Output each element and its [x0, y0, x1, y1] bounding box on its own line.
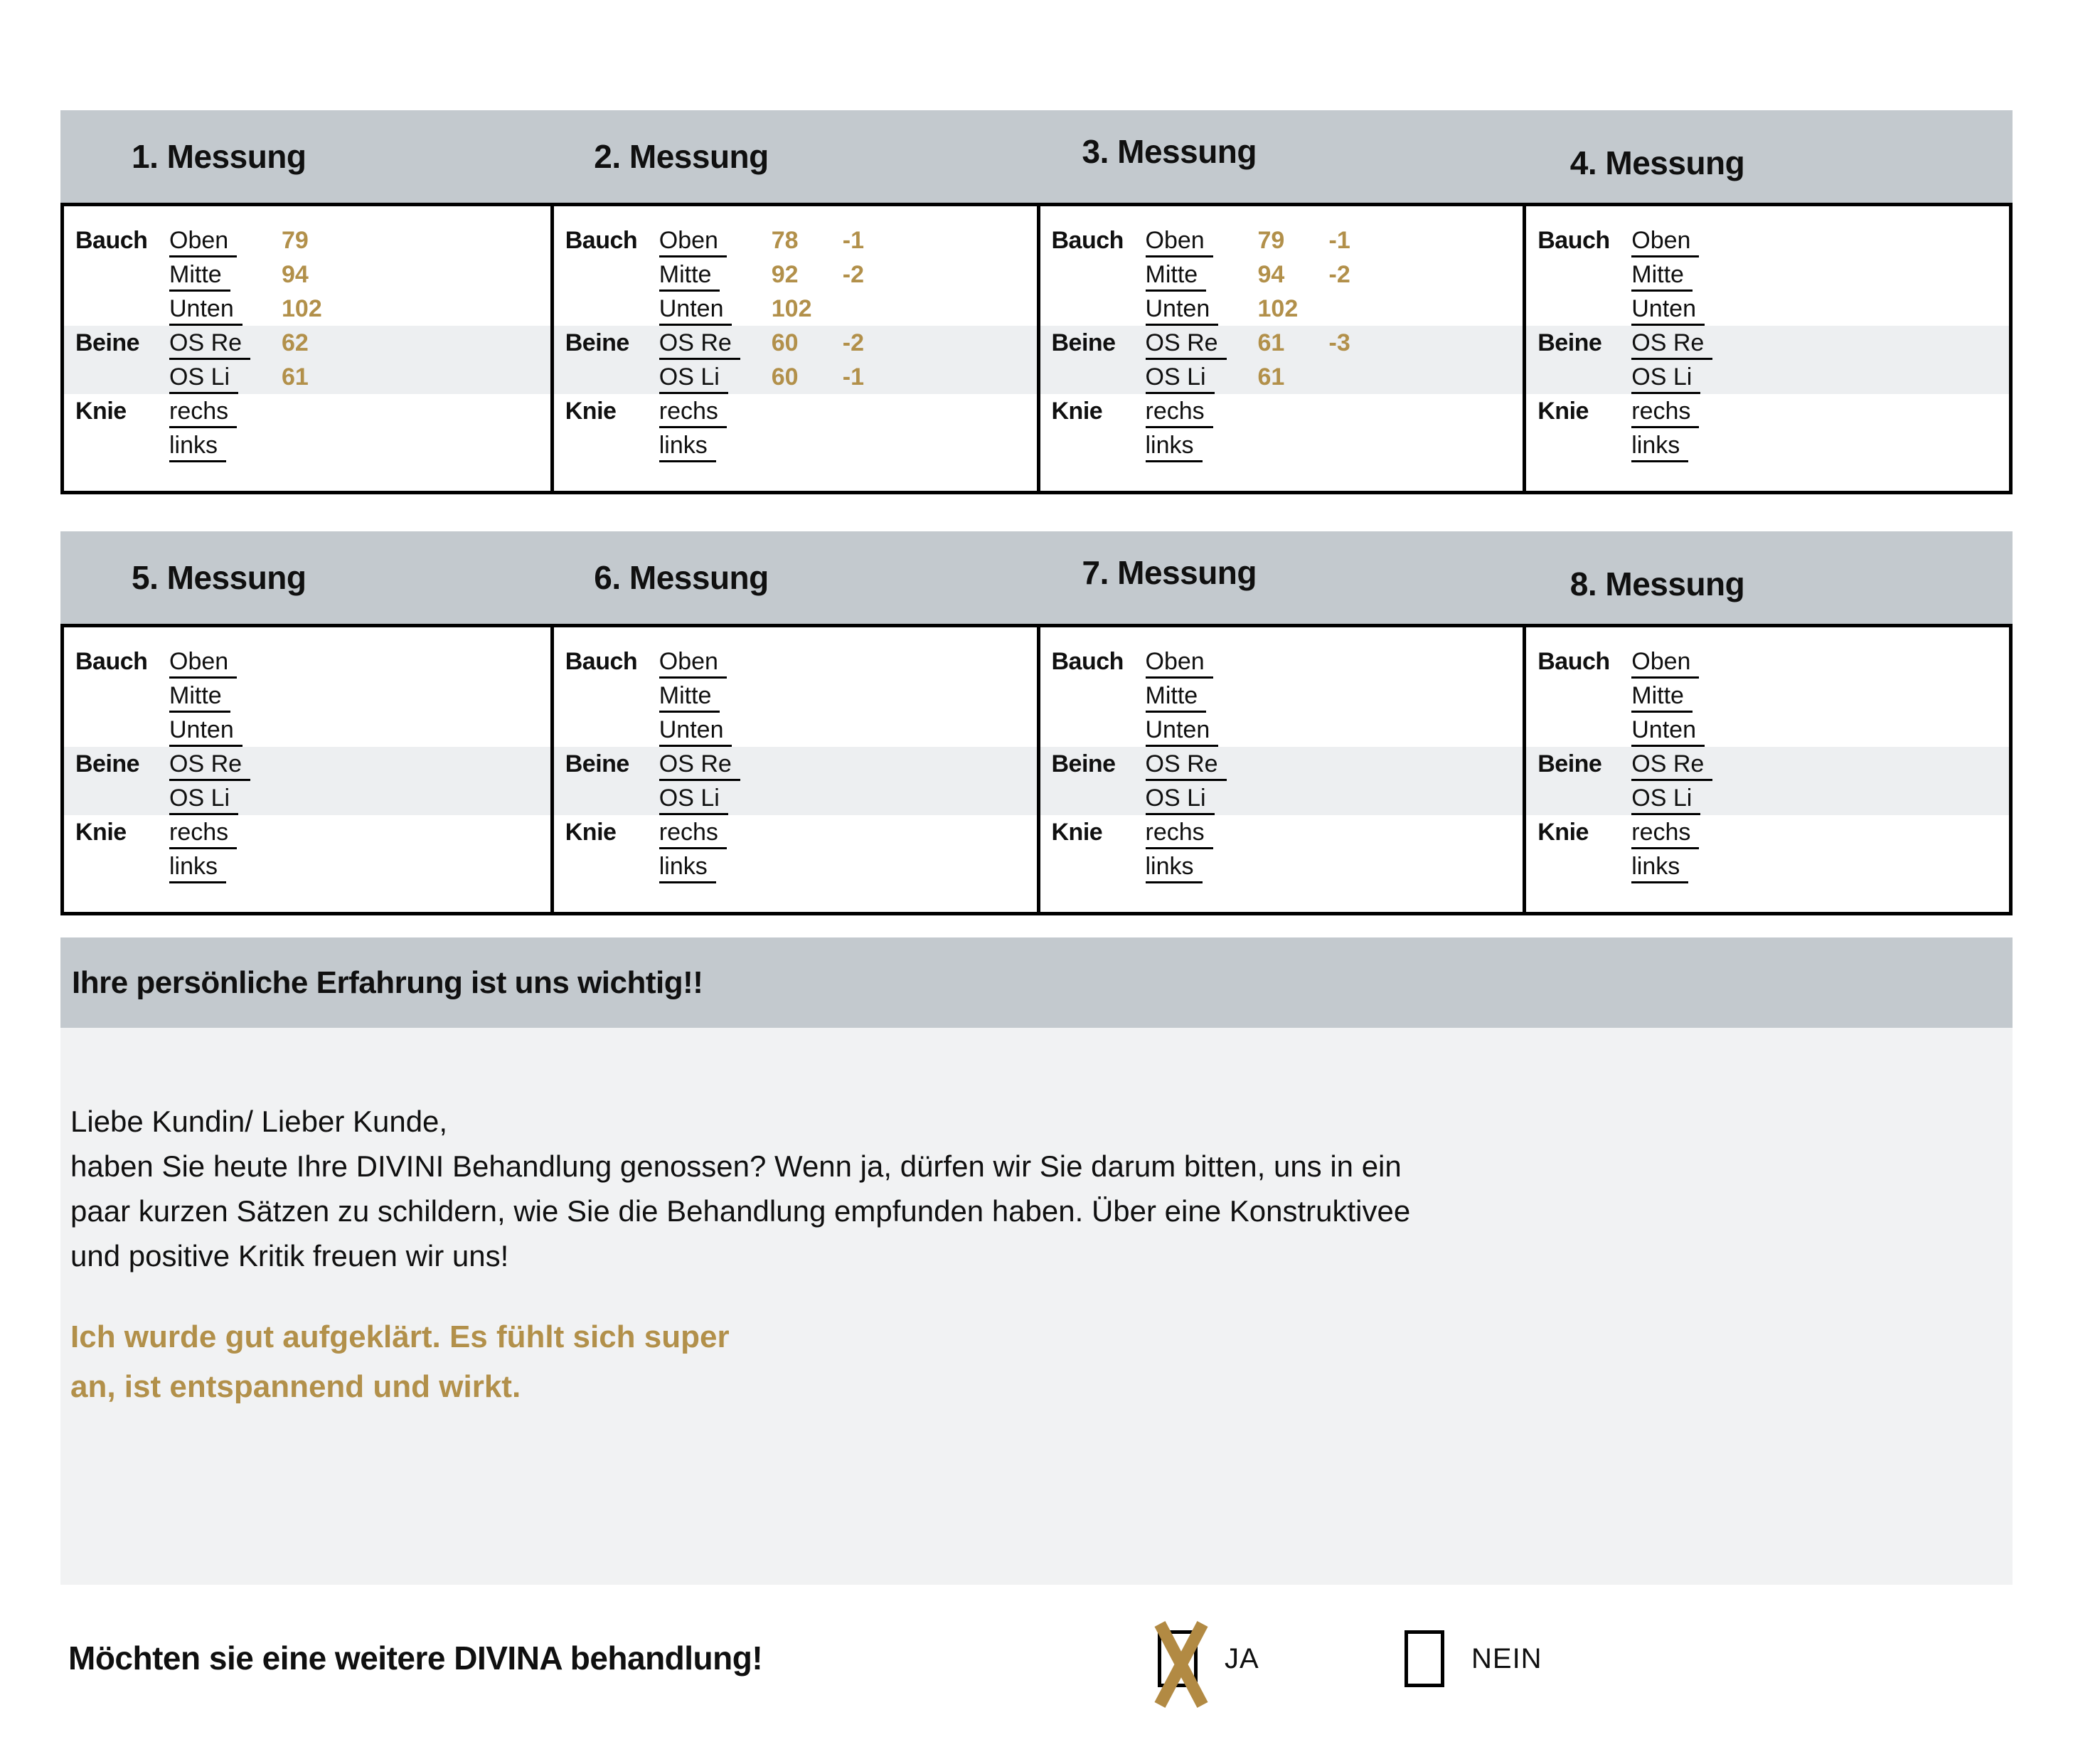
- row-group-label: Knie: [565, 397, 617, 425]
- option-nein: [1405, 1630, 1542, 1687]
- measurement-column-3: [1037, 206, 1523, 491]
- row-value: 94: [282, 260, 309, 288]
- table-row: [1040, 644, 1523, 679]
- row-group-label: Beine: [565, 329, 629, 356]
- row-group-label: Knie: [1051, 397, 1103, 425]
- table-2-header-band: [60, 531, 2013, 624]
- table-row: [1526, 747, 2009, 781]
- feedback-body-line: haben Sie heute Ihre DIVINI Behandlung genossen? Wenn ja, dürfen wir Sie darum bitten, uns in ein: [70, 1149, 1402, 1183]
- column-title: 2. Messung: [594, 138, 769, 175]
- table-row: [1526, 679, 2009, 713]
- table-row: [1526, 713, 2009, 747]
- table-row: [1040, 292, 1523, 326]
- row-delta: -2: [842, 329, 864, 356]
- table-row: [1040, 223, 1523, 257]
- row-group-label: Knie: [1537, 397, 1589, 425]
- row-sub-label: rechs: [169, 398, 237, 428]
- row-sub-label: Unten: [659, 295, 732, 326]
- row-sub-label: Unten: [1146, 295, 1219, 326]
- table-row: [64, 644, 550, 679]
- row-sub-label: Oben: [1631, 648, 1699, 679]
- row-delta: -2: [1328, 260, 1350, 288]
- row-group-label: Knie: [565, 818, 617, 846]
- row-group-label: Bauch: [1537, 226, 1610, 254]
- table-row: [554, 223, 1037, 257]
- row-sub-label: Mitte: [169, 682, 230, 713]
- feedback-body-line: und positive Kritik freuen wir uns!: [70, 1239, 509, 1272]
- row-sub-label: links: [1146, 853, 1203, 883]
- table-row: [1040, 747, 1523, 781]
- row-value: 78: [771, 226, 799, 254]
- measurement-column-6: [550, 627, 1037, 912]
- table-row: [554, 326, 1037, 360]
- row-sub-label: rechs: [1146, 398, 1213, 428]
- row-value: 102: [1257, 294, 1299, 322]
- column-title: 7. Messung: [1082, 554, 1257, 591]
- table-row: [1526, 360, 2009, 394]
- row-sub-label: OS Re: [659, 329, 740, 360]
- table-row: [1040, 326, 1523, 360]
- row-sub-label: OS Li: [1146, 363, 1215, 394]
- row-group-label: Beine: [1051, 329, 1116, 356]
- table-row: [64, 713, 550, 747]
- row-value: 62: [282, 329, 309, 356]
- row-sub-label: Mitte: [659, 682, 720, 713]
- table-row: [1040, 815, 1523, 849]
- table-row: [554, 679, 1037, 713]
- option-ja: [1158, 1630, 1259, 1687]
- row-value: 102: [771, 294, 812, 322]
- table-row: [64, 815, 550, 849]
- feedback-body-line: paar kurzen Sätzen zu schildern, wie Sie die Behandlung empfunden haben. Über eine Konstruktivee: [70, 1194, 1411, 1228]
- table-row: [1040, 394, 1523, 428]
- row-sub-label: links: [1146, 432, 1203, 462]
- row-sub-label: Mitte: [1146, 261, 1207, 292]
- table-row: [1526, 257, 2009, 292]
- row-value: 79: [1257, 226, 1285, 254]
- table-row: [1040, 428, 1523, 462]
- row-sub-label: OS Li: [1631, 785, 1700, 815]
- row-value: 61: [1257, 329, 1285, 356]
- row-sub-label: links: [169, 853, 226, 883]
- table-row: [1526, 394, 2009, 428]
- row-value: 61: [282, 363, 309, 390]
- row-group-label: Bauch: [1051, 226, 1124, 254]
- nein-label: NEIN: [1471, 1642, 1542, 1674]
- row-sub-label: rechs: [1146, 819, 1213, 849]
- row-sub-label: OS Re: [659, 750, 740, 781]
- measurement-column-1: [64, 206, 550, 491]
- table-row: [1526, 292, 2009, 326]
- row-sub-label: OS Li: [1631, 363, 1700, 394]
- row-sub-label: Oben: [1631, 227, 1699, 257]
- table-row: [554, 394, 1037, 428]
- row-value: 60: [771, 329, 799, 356]
- row-value: 92: [771, 260, 799, 288]
- table-1-header-band: [60, 110, 2013, 203]
- table-row: [64, 223, 550, 257]
- measurement-column-7: [1037, 627, 1523, 912]
- table-row: [554, 849, 1037, 883]
- table-row: [554, 428, 1037, 462]
- row-group-label: Bauch: [1537, 647, 1610, 675]
- row-sub-label: Unten: [659, 716, 732, 747]
- feedback-salutation: Liebe Kundin/ Lieber Kunde,: [70, 1105, 448, 1138]
- row-delta: -1: [1328, 226, 1350, 254]
- table-row: [64, 849, 550, 883]
- row-sub-label: rechs: [169, 819, 237, 849]
- row-sub-label: OS Li: [169, 785, 238, 815]
- row-group-label: Bauch: [75, 226, 148, 254]
- table-row: [554, 713, 1037, 747]
- row-group-label: Beine: [1537, 329, 1602, 356]
- row-sub-label: OS Re: [169, 750, 250, 781]
- row-group-label: Knie: [1051, 818, 1103, 846]
- table-row: [554, 644, 1037, 679]
- table-row: [64, 292, 550, 326]
- table-row: [1526, 644, 2009, 679]
- row-sub-label: Oben: [659, 648, 727, 679]
- column-title: 1. Messung: [132, 138, 307, 175]
- table-row: [554, 815, 1037, 849]
- row-sub-label: Oben: [1146, 648, 1213, 679]
- column-title: 8. Messung: [1569, 565, 1745, 602]
- column-title: 6. Messung: [594, 559, 769, 596]
- row-group-label: Knie: [75, 818, 127, 846]
- table-row: [554, 747, 1037, 781]
- table-row: [1040, 360, 1523, 394]
- row-value: 94: [1257, 260, 1285, 288]
- measurement-table-1-4: [60, 110, 2013, 494]
- row-group-label: Beine: [75, 750, 140, 777]
- row-value: 60: [771, 363, 799, 390]
- table-row: [554, 360, 1037, 394]
- row-sub-label: Unten: [169, 716, 242, 747]
- row-group-label: Bauch: [75, 647, 148, 675]
- row-sub-label: Unten: [1631, 295, 1705, 326]
- ja-label: JA: [1225, 1642, 1259, 1674]
- table-row: [64, 679, 550, 713]
- table-row: [1040, 679, 1523, 713]
- customer-response-text: Ich wurde gut aufgeklärt. Es fühlt sich super an, ist entspannend und wirkt.: [70, 1319, 730, 1404]
- table-row: [1526, 428, 2009, 462]
- row-sub-label: OS Li: [659, 363, 728, 394]
- row-sub-label: rechs: [1631, 819, 1699, 849]
- measurement-column-4: [1523, 206, 2009, 491]
- row-sub-label: links: [1631, 853, 1688, 883]
- row-sub-label: Unten: [169, 295, 242, 326]
- measurement-column-5: [64, 627, 550, 912]
- row-sub-label: Mitte: [659, 261, 720, 292]
- row-sub-label: OS Li: [659, 785, 728, 815]
- table-row: [64, 394, 550, 428]
- table-row: [64, 326, 550, 360]
- row-group-label: Beine: [1537, 750, 1602, 777]
- row-group-label: Beine: [1051, 750, 1116, 777]
- row-delta: -2: [842, 260, 864, 288]
- column-title: 5. Messung: [132, 559, 307, 596]
- table-row: [1040, 257, 1523, 292]
- row-delta: -3: [1328, 329, 1350, 356]
- row-sub-label: OS Li: [169, 363, 238, 394]
- table-row: [554, 292, 1037, 326]
- table-row: [1526, 223, 2009, 257]
- feedback-section-header: Ihre persönliche Erfahrung ist uns wichtig!!: [60, 937, 2013, 1028]
- row-sub-label: links: [659, 853, 716, 883]
- feedback-paragraph: [70, 1099, 1984, 1278]
- row-group-label: Beine: [565, 750, 629, 777]
- nein-checkbox[interactable]: [1405, 1630, 1444, 1687]
- table-row: [1526, 849, 2009, 883]
- measurement-column-2: [550, 206, 1037, 491]
- row-sub-label: rechs: [1631, 398, 1699, 428]
- row-sub-label: OS Re: [1146, 750, 1227, 781]
- question-text: Möchten sie eine weitere DIVINA behandlung!: [68, 1640, 763, 1677]
- row-sub-label: links: [659, 432, 716, 462]
- row-sub-label: links: [1631, 432, 1688, 462]
- row-sub-label: OS Re: [1631, 329, 1712, 360]
- row-sub-label: Mitte: [169, 261, 230, 292]
- row-group-label: Bauch: [1051, 647, 1124, 675]
- row-group-label: Beine: [75, 329, 140, 356]
- row-group-label: Knie: [75, 397, 127, 425]
- row-sub-label: Oben: [169, 227, 237, 257]
- table-row: [1526, 815, 2009, 849]
- row-sub-label: Mitte: [1631, 261, 1693, 292]
- row-sub-label: Mitte: [1146, 682, 1207, 713]
- table-row: [64, 257, 550, 292]
- row-sub-label: OS Re: [1146, 329, 1227, 360]
- row-group-label: Knie: [1537, 818, 1589, 846]
- measurement-column-8: [1523, 627, 2009, 912]
- row-sub-label: Unten: [1146, 716, 1219, 747]
- row-delta: -1: [842, 226, 864, 254]
- row-sub-label: rechs: [659, 819, 727, 849]
- further-treatment-question-row: [60, 1616, 2013, 1716]
- table-row: [554, 781, 1037, 815]
- table-row: [64, 428, 550, 462]
- row-sub-label: rechs: [659, 398, 727, 428]
- row-value: 102: [282, 294, 322, 322]
- table-row: [64, 781, 550, 815]
- table-row: [1040, 781, 1523, 815]
- column-title: 3. Messung: [1082, 133, 1257, 170]
- table-row: [1040, 849, 1523, 883]
- table-row: [554, 257, 1037, 292]
- table-row: [64, 360, 550, 394]
- feedback-section-body: [60, 1028, 2013, 1585]
- row-delta: -1: [842, 363, 864, 390]
- row-group-label: Bauch: [565, 226, 638, 254]
- row-sub-label: OS Li: [1146, 785, 1215, 815]
- table-row: [64, 747, 550, 781]
- row-sub-label: Unten: [1631, 716, 1705, 747]
- gold-x-mark-icon: [1150, 1621, 1212, 1708]
- table-row: [1526, 326, 2009, 360]
- table-1-body: [60, 203, 2013, 494]
- row-sub-label: OS Re: [1631, 750, 1712, 781]
- row-sub-label: Oben: [1146, 227, 1213, 257]
- table-row: [1526, 781, 2009, 815]
- row-sub-label: Oben: [169, 648, 237, 679]
- ja-checkbox[interactable]: [1158, 1630, 1198, 1687]
- table-2-body: [60, 624, 2013, 915]
- row-value: 61: [1257, 363, 1285, 390]
- row-group-label: Bauch: [565, 647, 638, 675]
- table-row: [1040, 713, 1523, 747]
- column-title: 4. Messung: [1569, 144, 1745, 181]
- row-sub-label: Oben: [659, 227, 727, 257]
- measurement-table-5-8: [60, 531, 2013, 915]
- row-value: 79: [282, 226, 309, 254]
- row-sub-label: links: [169, 432, 226, 462]
- row-sub-label: Mitte: [1631, 682, 1693, 713]
- row-sub-label: OS Re: [169, 329, 250, 360]
